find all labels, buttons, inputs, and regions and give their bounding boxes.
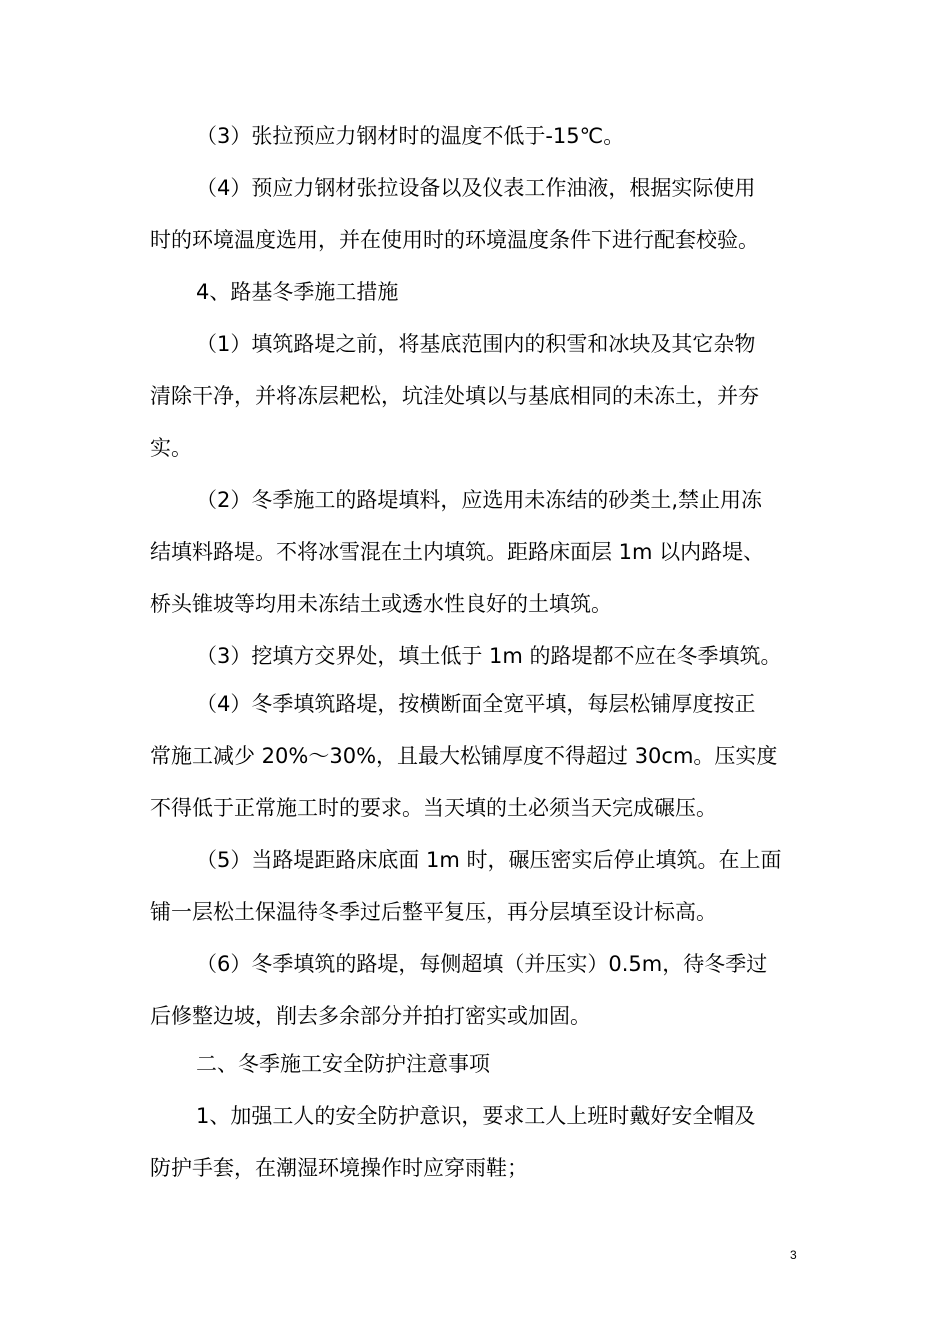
paragraph-line: 常施工减少 20%～30%，且最大松铺厚度不得超过 30cm。压实度 [150,744,778,768]
paragraph-line: 实。 [150,436,192,460]
paragraph-line: 防护手套，在潮湿环境操作时应穿雨鞋； [150,1156,528,1180]
section-heading: 4、路基冬季施工措施 [196,280,399,304]
paragraph-line: （4）预应力钢材张拉设备以及仪表工作油液，根据实际使用 [196,176,756,200]
paragraph-line: （6）冬季填筑的路堤，每侧超填（并压实）0.5m，待冬季过 [196,952,768,976]
paragraph-line: 结填料路堤。不将冰雪混在土内填筑。距路床面层 1m 以内路堤、 [150,540,765,564]
section-heading: 二、冬季施工安全防护注意事项 [196,1052,490,1076]
paragraph-line: 铺一层松土保温待冬季过后整平复压，再分层填至设计标高。 [150,900,717,924]
paragraph-line: （3）张拉预应力钢材时的温度不低于-15℃。 [196,124,625,148]
paragraph-line: （4）冬季填筑路堤，按横断面全宽平填，每层松铺厚度按正 [196,692,756,716]
page-number: 3 [790,1248,797,1262]
paragraph-line: 清除干净，并将冻层耙松，坑洼处填以与基底相同的未冻土，并夯 [150,384,759,408]
paragraph-line: 1、加强工人的安全防护意识，要求工人上班时戴好安全帽及 [196,1104,756,1128]
paragraph-line: （1）填筑路堤之前，将基底范围内的积雪和冰块及其它杂物 [196,332,756,356]
paragraph-line: 时的环境温度选用，并在使用时的环境温度条件下进行配套校验。 [150,228,759,252]
paragraph-line: （2）冬季施工的路堤填料，应选用未冻结的砂类土,禁止用冻 [196,488,763,512]
paragraph-line: （3）挖填方交界处，填土低于 1m 的路堤都不应在冬季填筑。 [196,644,782,668]
paragraph-line: 桥头锥坡等均用未冻结土或透水性良好的土填筑。 [150,592,612,616]
paragraph-line: 后修整边坡，削去多余部分并拍打密实或加固。 [150,1004,591,1028]
paragraph-line: （5）当路堤距路床底面 1m 时，碾压密实后停止填筑。在上面 [196,848,782,872]
paragraph-line: 不得低于正常施工时的要求。当天填的土必须当天完成碾压。 [150,796,717,820]
